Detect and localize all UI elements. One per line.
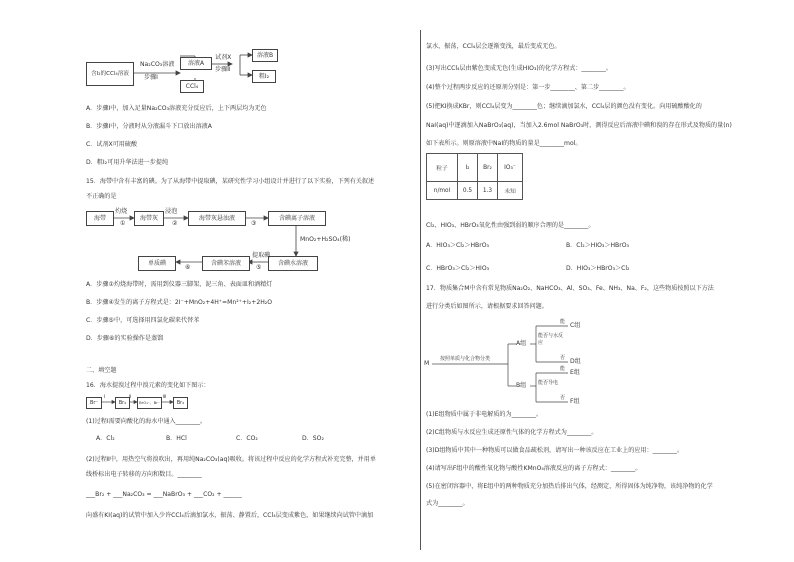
q17-part3: (3)D组物质中其中一种物质可以做食品疏松剂，请写出一种该反应在工业上的应用：________。: [426, 447, 684, 454]
q16-stem: 16．海水提溴过程中溴元素的变化如下图示：: [86, 382, 210, 389]
q16-part6-option-c: C．HBrO₃＞Cl₂＞HIO₃: [426, 265, 490, 272]
tree-node-b: B组: [516, 382, 527, 389]
flow1-ccl4: CCl₄: [185, 82, 199, 90]
flow2-step3-num: ③: [251, 220, 257, 227]
q17-part5-line1: (5)在密闭容器中，将E组中的两种物质充分加热后排出气体，经测定，所得固体为纯净物，该纯净物的化学: [426, 483, 713, 490]
flow1-arrow1-top: Na₂CO₃溶液: [140, 61, 175, 68]
q17-part1: (1)E组物质中属于非电解质的为________。: [426, 411, 543, 418]
flow2-haidaihui: 海带灰: [139, 214, 158, 222]
flow2-step1-num: ①: [120, 220, 126, 227]
q16-part1-option-a: A．Cl₂: [96, 435, 115, 442]
flow2-hanshui: 含碘水溶液: [277, 259, 308, 267]
flow2-reagent: MnO₂+H₂SO₄(稀): [300, 236, 351, 243]
flow1-solution-b: 溶液B: [256, 51, 274, 59]
flow2-xuanzhuoye: 海带灰悬浊液: [198, 214, 235, 222]
q16-part2-line2: 线桥标出电子转移的方向和数目。________: [86, 471, 202, 478]
tree-a-question: 能否与水反应: [538, 333, 564, 346]
flow2-step2-num: ②: [172, 220, 178, 227]
q17-part4: (4)请写出F组中的酸性氧化物与酸性KMnO₄溶液反应的离子方程式：________。: [426, 465, 642, 472]
q16-part1: (1)过程Ⅰ需要向酸化的海水中通入________。: [86, 418, 207, 425]
q16-part6-option-d: D．HIO₃＞HBrO₃＞Cl₂: [566, 265, 630, 272]
q16-part3-line1: 向盛有KI(aq)的试管中加入少许CCl₄后滴加氯水，振荡、静置后，CCl₄层变成紫色，如果继续向试管中滴加: [86, 512, 374, 519]
table-cell-br2: 1.3: [478, 182, 498, 200]
table-cell-i2: 0.5: [458, 182, 478, 200]
right-continuation-line: 氯水，振荡，CCl₄层会逐渐变浅，最后变成无色。: [426, 43, 561, 50]
table-header-particle: 粒子: [427, 154, 458, 182]
q16-part6-option-a: A．HIO₃＞Cl₂＞HBrO₃: [426, 242, 489, 249]
q15-stem-line1: 15．海带中含有丰富的碘。为了从海带中提取碘，某研究性学习小组设计并进行了以下实验，下列有关叙述: [86, 178, 375, 185]
flow2-step5-num: ⑤: [256, 264, 262, 271]
flow3-arrows: [0, 0, 420, 420]
tree-b-no: 否: [560, 395, 566, 401]
q15-option-c: C．步骤⑤中，可选择用四氯化碳来代替苯: [86, 317, 200, 324]
q16-part2-line1: (2)过程Ⅱ中，用热空气将溴吹出，再用纯Na₂CO₃(aq)吸收。将该过程中反应的化学方程式补充完整，并用单: [86, 456, 376, 463]
flow2-benrongye: 含碘苯溶液: [210, 259, 241, 267]
q16-part5-line3: 如下表所示。则原溶液中NaI的物质的量是________mol。: [426, 140, 582, 147]
flow2-danzhi: 单质碘: [147, 259, 166, 267]
flow1-solution-a: 溶液A: [187, 59, 205, 67]
q16-part5-line2: NaI(aq)中逐滴加入NaBrO₃(aq)，当加入2.6mol NaBrO₃时，测得反应后溶液中碘和溴的存在形式及物质的量(n): [426, 122, 732, 129]
q16-equation: ___Br₂ + ___Na₂CO₃ = ___NaBrO₃ + ___CO₂ + ______: [86, 491, 242, 498]
q15-option-b: B．步骤④发生的离子方程式是：2I⁻+MnO₂+4H⁺=Mn²⁺+I₂+2H₂O: [86, 299, 273, 306]
flow2-step5-label: 提取碘: [252, 252, 271, 259]
table-cell-io3: 未知: [498, 182, 523, 200]
q16-part1-option-d: D．SO₂: [302, 435, 324, 442]
flow3-br2-box: [115, 397, 130, 409]
q16-part6-option-b: B．Cl₂＞HIO₃＞HBrO₃: [566, 242, 629, 249]
flow3-step1: Ⅰ: [104, 395, 106, 400]
q16-part4-question: (4)整个过程两步反应的还原剂分别是：第一步________、第二步________。: [426, 84, 630, 91]
flow3-bro3-box: [137, 397, 162, 409]
flow2-step2-label: 浸泡: [165, 208, 178, 215]
tree-node-c: C组: [570, 322, 581, 329]
tree-node-m: M: [424, 360, 430, 367]
q14-option-a: A．步骤Ⅰ中，加入足量Na₂CO₃溶液充分反应后，上下两层均为无色: [86, 105, 267, 112]
flow2-step6-num: ⑥: [185, 264, 191, 271]
q14-option-c: C．试剂X可用硫酸: [86, 141, 138, 148]
q16-part5-line1: (5)把KI换成KBr，则CCl₄层变为________色；继续滴加氯水，CCl₄层的颜色没有变化。向用硫酸酸化的: [426, 103, 702, 110]
tree-node-e: E组: [570, 369, 580, 376]
tree-a-no: 否: [560, 355, 566, 361]
tree-node-f: F组: [570, 398, 580, 405]
q16-part1-option-c: C．CO₂: [236, 435, 258, 442]
flow3-br-ion: Br⁻: [89, 399, 99, 406]
q14-option-b: B．步骤Ⅰ中，分液时从分液漏斗下口放出溶液A: [86, 123, 212, 130]
flow3-step2: Ⅱ: [129, 395, 132, 400]
q17-stem-line2: 进行分类后如图所示，请根据要求回答问题。: [426, 303, 548, 310]
flow3-br-ion-box: [86, 397, 102, 409]
flow1-arrow2-bottom: 步骤Ⅱ: [215, 66, 231, 73]
tree-classify-label: 按照单质与化合物分类: [440, 356, 491, 362]
table-header-i2: I₂: [458, 154, 478, 182]
q17-part2: (2)C组物质与水反应生成还原性气体的化学方程式为________。: [426, 429, 598, 436]
flow2-hanlizi: 含碘离子溶液: [278, 214, 315, 222]
q16-part3-question: (3)写出CCl₄层由紫色变成无色(生成HIO₃)的化学方程式：________。: [426, 65, 612, 72]
tree-b-question: 能否导电: [538, 380, 559, 386]
q15-option-a: A．步骤①灼烧海带时，需用到仪器三脚架、泥三角、表面皿和酒精灯: [86, 281, 273, 288]
table-header-br2: Br₂: [478, 154, 498, 182]
flow1-crude-i2: 粗I₂: [258, 72, 270, 80]
tree-node-a: A组: [516, 340, 527, 347]
flow1-arrow1-bottom: 步骤Ⅰ: [144, 74, 158, 81]
q17-part5-line2: 式为________。: [426, 500, 469, 507]
q17-stem-line1: 17．物质集合M中含有常见物质Na₂O₂、NaHCO₃、Al、SO₃、Fe、NH₃、Na、F₂，这些物质按照以下方法: [426, 285, 714, 292]
flow3-br2-final-box: [173, 397, 188, 409]
flow1-start-label: 含I₂的CCl₄溶液: [91, 70, 129, 77]
table-header-io3: IO₃⁻: [498, 154, 523, 182]
flow3-bro3: BrO₃⁻、Br⁻: [139, 400, 160, 406]
table-row-label: n/mol: [427, 182, 458, 200]
flow3-br2: Br₂: [118, 399, 127, 406]
q15-option-d: D．步骤⑥的实验操作是蒸馏: [86, 335, 164, 342]
flow2-haidai: 海带: [93, 214, 106, 222]
flow3-step3: Ⅲ: [163, 395, 167, 400]
flow2-step1-label: 灼烧: [115, 208, 128, 215]
tree-node-d: D组: [570, 358, 581, 365]
flow1-arrow2-top: 试剂X: [215, 54, 232, 61]
flow3-br2-final: Br₂: [176, 399, 185, 406]
section-title-fill-in: 二、填空题: [86, 367, 117, 374]
q14-option-d: D．粗I₂可用升华法进一步提纯: [86, 159, 169, 166]
q16-part1-option-b: B．HCl: [166, 435, 187, 442]
tree-a-yes: 能: [560, 319, 566, 325]
tree-b-yes: 能: [560, 366, 566, 372]
q16-part6-question: Cl₂、HIO₃、HBrO₃氧化性由强到弱的顺序合理的是________。: [426, 222, 595, 229]
q15-stem-line2: 不正确的是: [86, 193, 117, 200]
